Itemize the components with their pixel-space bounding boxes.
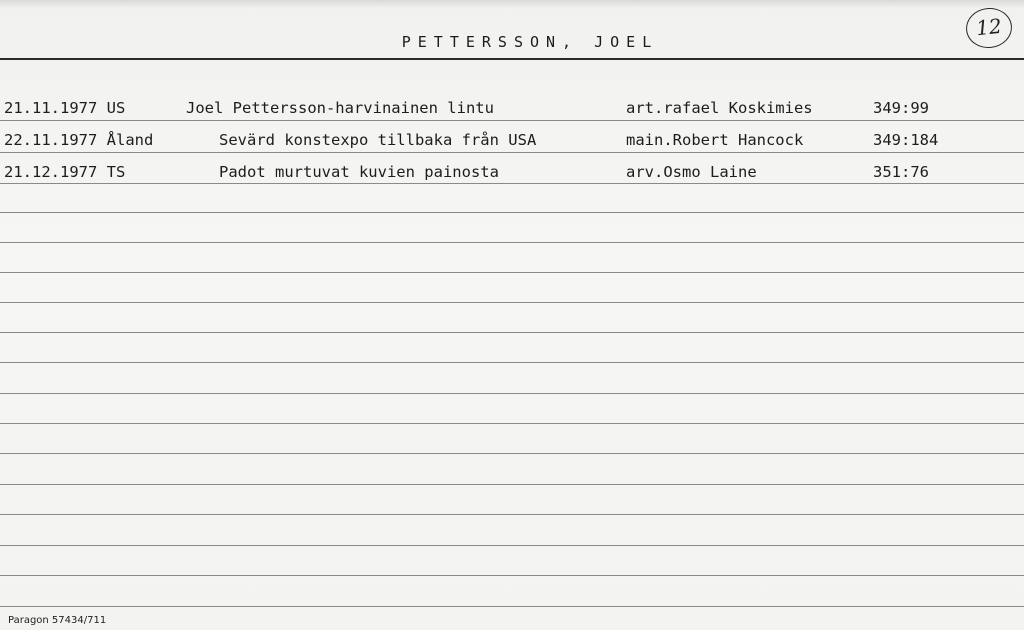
ruled-line	[0, 606, 1024, 607]
card-number-circled: 12	[964, 6, 1014, 51]
ruled-line	[0, 332, 1024, 333]
entry-author: arv.Osmo Laine	[626, 163, 757, 181]
entry-author: art.rafael Koskimies	[626, 99, 813, 117]
top-edge-shadow	[0, 0, 1024, 8]
ruled-line	[0, 362, 1024, 363]
entry-date-source: 22.11.1977 Åland	[4, 131, 154, 149]
printer-imprint: Paragon 57434/711	[8, 615, 107, 626]
ruled-line	[0, 545, 1024, 546]
entry-date-source: 21.11.1977 US	[4, 99, 126, 117]
entry-title: Joel Pettersson-harvinainen lintu	[186, 99, 494, 117]
card-entry	[0, 163, 1024, 185]
header-rule	[0, 58, 1024, 60]
ruled-line	[0, 393, 1024, 394]
entry-title: Padot murtuvat kuvien painosta	[219, 163, 499, 181]
ruled-line	[0, 302, 1024, 303]
ruled-line	[0, 514, 1024, 515]
card-entry	[0, 99, 1024, 121]
ruled-line	[0, 453, 1024, 454]
ruled-line	[0, 212, 1024, 213]
entry-reference: 351:76	[873, 163, 929, 181]
entry-author: main.Robert Hancock	[626, 131, 804, 149]
entry-date-source: 21.12.1977 TS	[4, 163, 126, 181]
card-heading: PETTERSSON, JOEL	[401, 33, 659, 51]
entry-title: Sevärd konstexpo tillbaka från USA	[219, 131, 537, 149]
entry-reference: 349:184	[873, 131, 939, 149]
entry-reference: 349:99	[873, 99, 929, 117]
ruled-line	[0, 575, 1024, 576]
ruled-line	[0, 423, 1024, 424]
card-entry	[0, 131, 1024, 153]
ruled-line	[0, 484, 1024, 485]
ruled-line	[0, 272, 1024, 273]
ruled-line	[0, 242, 1024, 243]
